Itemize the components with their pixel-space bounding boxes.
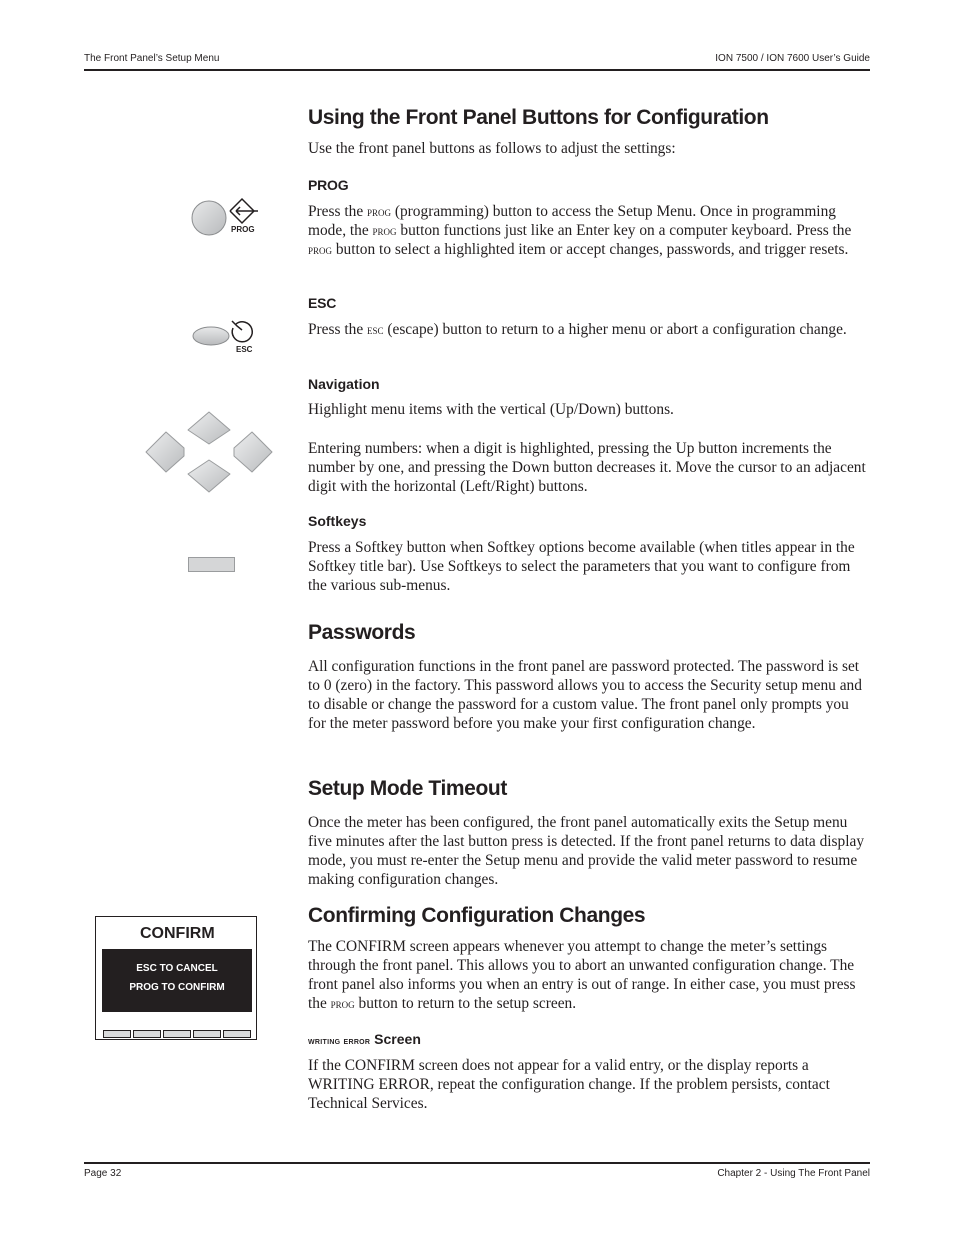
buttons-intro: Use the front panel buttons as follows to adjust the settings: [308, 140, 676, 157]
navigation-body-2: Entering numbers: when a digit is highlighted, pressing the Up button increments the number by one, and pressing the Down button decreases it. Move the cursor to an adjacent digit with the horizontal (Left/Right) buttons. [308, 440, 866, 495]
section-title-buttons: Using the Front Panel Buttons for Configuration [308, 106, 769, 129]
softkey-4 [193, 1030, 221, 1038]
running-header-right: ION 7500 / ION 7600 User’s Guide [715, 53, 870, 64]
esc-icon-label: ESC [236, 345, 253, 354]
prog-icon-label: PROG [231, 225, 255, 234]
confirm-line-esc: ESC TO CANCEL [136, 963, 218, 974]
confirm-message-box [102, 949, 252, 1012]
navigation-heading: Navigation [308, 376, 380, 392]
section-title-timeout: Setup Mode Timeout [308, 777, 507, 800]
softkey-2 [133, 1030, 161, 1038]
softkey-button-illustration [188, 557, 235, 572]
esc-heading: ESC [308, 295, 337, 311]
passwords-body: All configuration functions in the front panel are password protected. The password is set to 0 (zero) in the factory. This password allows you to access the Security setup menu and to disable or change the password for a custom value. The front panel only prompts you for the meter password before you make your first configuration change. [308, 658, 862, 732]
footer-chapter: Chapter 2 - Using The Front Panel [717, 1168, 870, 1179]
softkeys-body: Press a Softkey button when Softkey options become available (when titles appear in the Softkey title bar). Use Softkeys to select the parameters that you want to configure from the various sub-menus. [308, 539, 855, 594]
section-title-confirm: Confirming Configuration Changes [308, 904, 646, 927]
footer-page-number: Page 32 [84, 1168, 122, 1179]
softkeys-heading: Softkeys [308, 513, 367, 529]
softkey-3 [163, 1030, 191, 1038]
esc-body: Press the esc (escape) button to return to a higher menu or abort a configuration change. [308, 321, 847, 338]
confirm-screen-illustration [95, 916, 257, 1040]
softkey-1 [103, 1030, 131, 1038]
confirm-line-prog: PROG TO CONFIRM [129, 982, 225, 993]
prog-body: Press the prog (programming) button to access the Setup Menu. Once in programming mode, the prog button functions just like an Enter key on a computer keyboard. Press the prog button to select a highlighted item or accept changes, passwords, and trigger resets. [308, 203, 852, 258]
navigation-arrows-icon [144, 410, 274, 494]
navigation-pad-illustration [144, 410, 274, 499]
softkey-5 [223, 1030, 251, 1038]
prog-button-illustration [190, 194, 262, 245]
writing-error-heading: writing error Screen [308, 1031, 421, 1047]
header-rule [84, 69, 870, 71]
confirm-body: The CONFIRM screen appears whenever you attempt to change the meter’s settings through the front panel. This allows you to abort an unwanted configuration change. The front panel also informs you when an entry is out of range. In either case, you must press the prog button to return to the setup screen. [308, 938, 856, 1012]
writing-error-body: If the CONFIRM screen does not appear for a valid entry, or the display reports a WRITING ERROR, repeat the configuration change. If the problem persists, contact Technical Services. [308, 1057, 830, 1112]
running-header-left: The Front Panel’s Setup Menu [84, 53, 220, 64]
footer-rule [84, 1162, 870, 1164]
confirm-screen-title: CONFIRM [140, 925, 215, 942]
navigation-body-1: Highlight menu items with the vertical (Up/Down) buttons. [308, 401, 674, 418]
prog-heading: PROG [308, 177, 349, 193]
timeout-body: Once the meter has been configured, the front panel automatically exits the Setup menu five minutes after the last button press is detected. If the front panel returns to data display mode, you must re-enter the Setup menu and provide the valid meter password to resume making configuration changes. [308, 814, 865, 888]
section-title-passwords: Passwords [308, 621, 416, 644]
confirm-softkey-row [103, 1030, 251, 1038]
